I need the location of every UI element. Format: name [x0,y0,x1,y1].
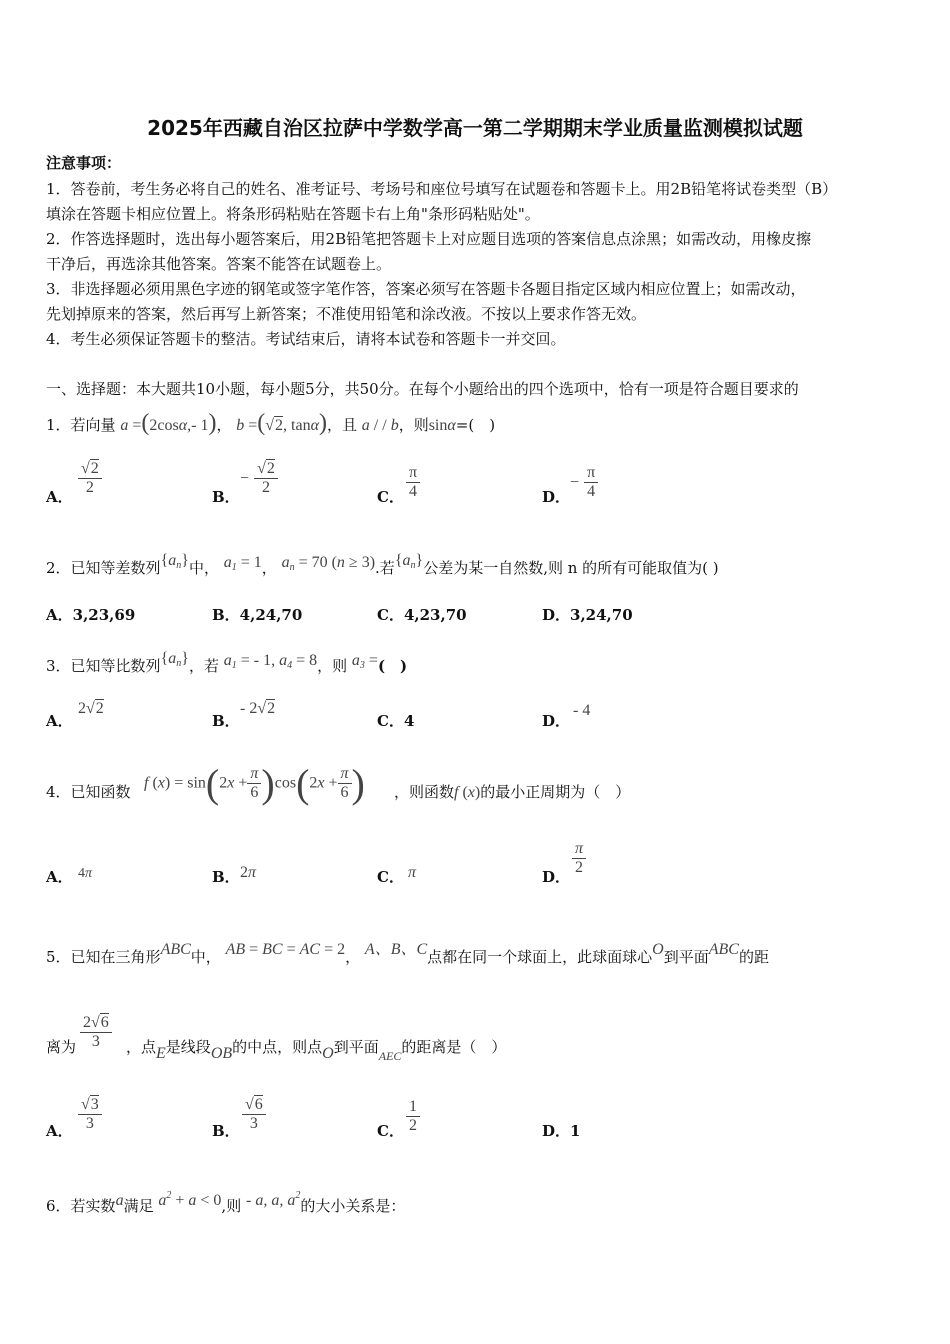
notice-line: 干净后，再选涂其他答案。答案不能答在试题卷上。 [46,255,392,273]
option-b[interactable]: B． [212,868,240,886]
option-c[interactable]: C．4,23,70 [377,606,467,624]
option-c-value: $\frac{1}{2}$ [406,1098,420,1135]
option-c[interactable]: C． [377,868,404,886]
option-b-value: 2π [240,864,257,881]
option-d[interactable]: D．3,24,70 [542,606,633,624]
option-b-value: − $\frac{√2}{2}$ [240,460,278,497]
question-5: 5．已知在三角形ABC中， AB = BC = AC = 2， A、B、C点都在同一个球面上，此球面球心O到平面ABC的距 [46,941,769,966]
option-b[interactable]: B． [212,488,240,506]
option-b[interactable]: B． [212,1122,240,1140]
option-d-value: − $\frac{\pi}{4}$ [570,464,598,501]
option-b-value: $\frac{√6}{3}$ [242,1096,266,1133]
option-a-value: $\frac{√3}{3}$ [78,1096,102,1133]
option-d[interactable]: D． [542,488,571,506]
option-c-value: $\frac{\pi}{4}$ [406,464,420,501]
option-b[interactable]: B．4,24,70 [212,606,303,624]
vector-a-formula: a [120,417,129,434]
option-a[interactable]: A． [46,868,73,886]
vector-b-formula: b [236,417,245,434]
question-2: 2．已知等差数列$\{a_n\}$中， $a_1 = 1$， $a_n = 70$ (n ≥ 3).若$\{a_n\}$公差为某一自然数,则 n 的所有可能取值为( ) [46,552,719,577]
option-c-value: π [408,864,417,881]
option-a-value: $\frac{√2}{2}$ [78,460,102,497]
option-a-value: 2√2 [78,700,104,717]
option-d-value: - 4 [573,702,591,719]
page-title: 2025年西藏自治区拉萨中学数学高一第二学期期末学业质量监测模拟试题 [147,116,803,140]
notice-line: 先划掉原来的答案，然后再写上新答案；不准使用铅笔和涂改液。不按以上要求作答无效。 [46,305,647,323]
option-b[interactable]: B． [212,712,240,730]
option-a[interactable]: A． [46,712,73,730]
option-a[interactable]: A． [46,488,73,506]
option-b-value: - 2√2 [240,700,276,717]
notice-heading: 注意事项： [46,154,122,172]
question-1: 1．若向量 a =(2cosα,- 1)， b =(√2, tanα)，且 a / / b，则sinα=( ) [46,410,496,436]
option-c[interactable]: C．4 [377,712,415,730]
question-6: 6．若实数a满足 $a^2 + a < 0$,则 - a, a, $a^2$的大小关系是： [46,1190,406,1215]
function-formula: f (x) = sin(2x + $\frac{\pi}{6}$ )cos(2x + $\frac{\pi}{6}$ ) [144,761,365,806]
option-c[interactable]: C． [377,488,404,506]
option-d[interactable]: D．1 [542,1122,581,1140]
notice-line: 2．作答选择题时，选出每小题答案后，用2B铅笔把答题卡上对应题目选项的答案信息点涂黑；如需改动，用橡皮擦 [46,230,812,248]
option-d-value: $\frac{\pi}{2}$ [572,840,586,877]
question-5-continued: 离为 $\frac{2√6}{3}$ ，点E是线段OB的中点，则点O到平面$_{AEC}$的距离是（ ） [46,1014,507,1063]
section-heading: 一、选择题：本大题共10小题，每小题5分，共50分。在每个小题给出的四个选项中，恰有一项是符合题目要求的 [46,380,799,398]
option-d[interactable]: D． [542,712,571,730]
option-a-value: 4π [78,866,93,881]
question-4: 4．已知函数 f (x) = sin(2x + $\frac{\pi}{6}$ )cos(2x + $\frac{\pi}{6}$ ) ，则函数f (x)的最小正周期为（ ） [46,761,631,806]
option-d[interactable]: D． [542,868,571,886]
notice-line: 1．答卷前，考生务必将自己的姓名、准考证号、考场号和座位号填写在试题卷和答题卡上。用2B铅笔将试卷类型（B） [46,180,838,198]
notice-line: 4．考生必须保证答题卡的整洁。考试结束后，请将本试卷和答题卡一并交回。 [46,330,566,348]
notice-line: 填涂在答题卡相应位置上。将条形码粘贴在答题卡右上角"条形码粘贴处"。 [46,205,540,223]
notice-line: 3．非选择题必须用黑色字迹的钢笔或签字笔作答，答案必须写在答题卡各题目指定区域内相应位置上；如需改动， [46,280,806,298]
question-3: 3．已知等比数列$\{a_n\}$，若 $a_1$ = - 1, $a_4 = 8$，则 $a_3$ =( ) [46,650,408,675]
option-c[interactable]: C． [377,1122,404,1140]
option-a[interactable]: A． [46,1122,73,1140]
option-a[interactable]: A．3,23,69 [46,606,136,624]
